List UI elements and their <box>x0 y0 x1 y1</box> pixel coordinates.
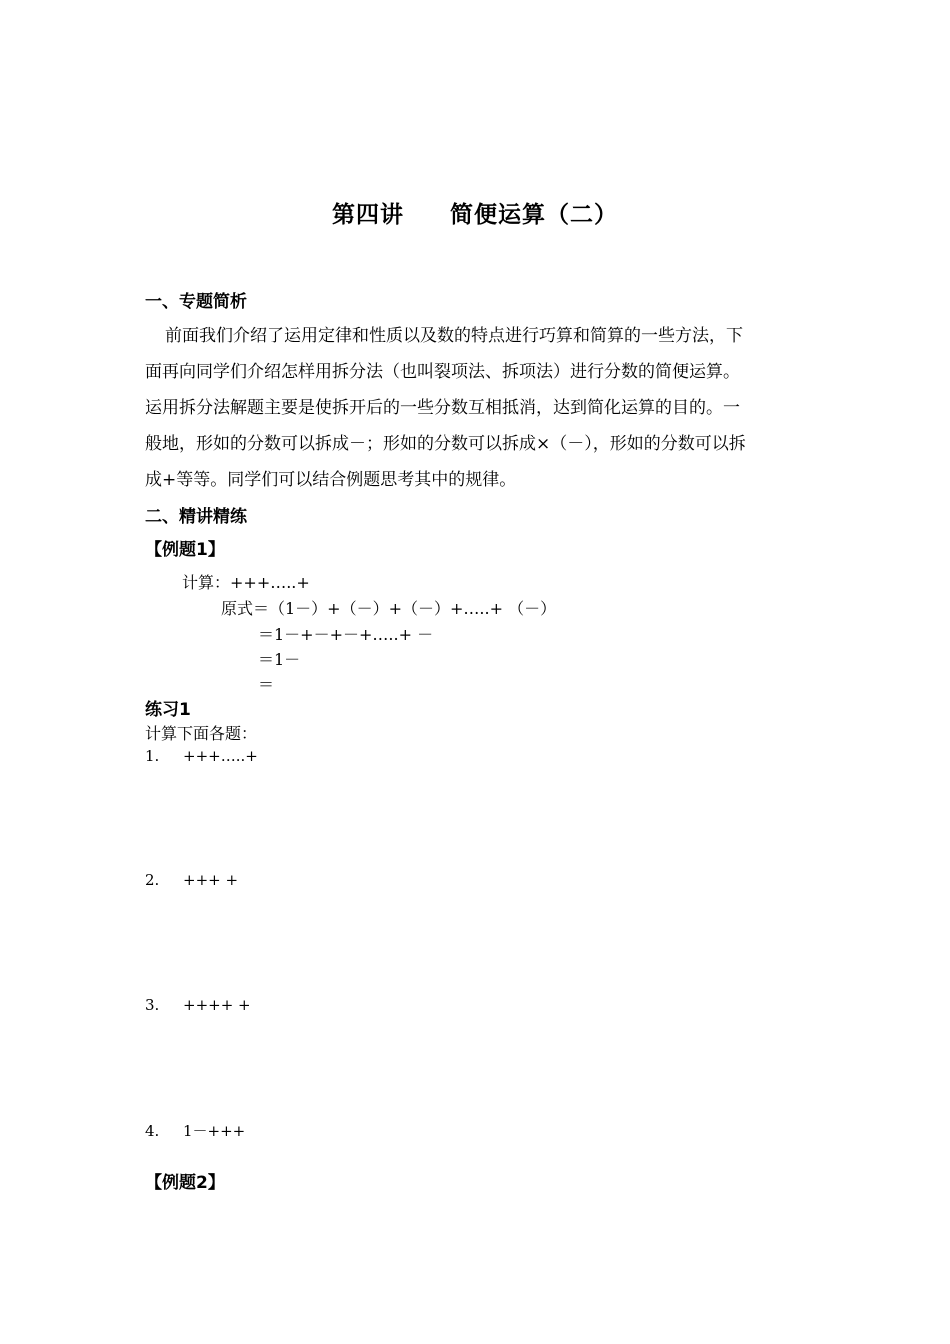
section-heading-analysis: 一、专题简析 <box>145 292 247 312</box>
practice-1-instruction: 计算下面各题： <box>145 724 258 743</box>
title-topic: 简便运算（二） <box>450 202 618 228</box>
practice-item <box>145 1120 245 1141</box>
paragraph-line: 面再向同学们介绍怎样用拆分法（也叫裂项法、拆项法）进行分数的简便运算。 <box>145 362 740 382</box>
practice-item <box>145 747 258 765</box>
page-title <box>0 196 950 229</box>
paragraph-line: 般地，形如的分数可以拆成－；形如的分数可以拆成×（－），形如的分数可以拆 <box>145 434 746 454</box>
practice-item <box>145 871 238 889</box>
paragraph-line: 前面我们介绍了运用定律和性质以及数的特点进行巧算和简算的一些方法，下 <box>165 326 743 346</box>
practice-item <box>145 996 251 1014</box>
item-expression: +++…..+ <box>183 747 258 765</box>
item-number: 3. <box>145 996 160 1014</box>
example-2-label: 【例题2】 <box>145 1173 225 1193</box>
item-expression: 1－+++ <box>183 1122 246 1140</box>
item-number: 1. <box>145 747 160 765</box>
item-number: 4. <box>145 1122 160 1140</box>
example-1-problem: 计算：+++…..+ <box>182 573 310 592</box>
example-1-step: ＝ <box>258 675 275 694</box>
example-1-step: ＝1－+－+－+…..+ － <box>258 625 434 644</box>
paragraph-line: 运用拆分法解题主要是使拆开后的一些分数互相抵消，达到简化运算的目的。一 <box>145 398 740 418</box>
paragraph-line: 成+等等。同学们可以结合例题思考其中的规律。 <box>145 470 517 490</box>
example-1-step: 原式＝（1－）+（－）+（－）+…..+ （－） <box>221 599 557 618</box>
practice-1-heading: 练习1 <box>145 700 191 720</box>
example-1-step: ＝1－ <box>258 650 301 669</box>
item-expression: +++ + <box>183 871 239 889</box>
item-number: 2. <box>145 871 160 889</box>
example-1-label: 【例题1】 <box>145 540 225 560</box>
title-lecture: 第四讲 <box>332 202 404 228</box>
item-expression: ++++ + <box>183 996 251 1014</box>
section-heading-practice: 二、精讲精练 <box>145 507 247 527</box>
